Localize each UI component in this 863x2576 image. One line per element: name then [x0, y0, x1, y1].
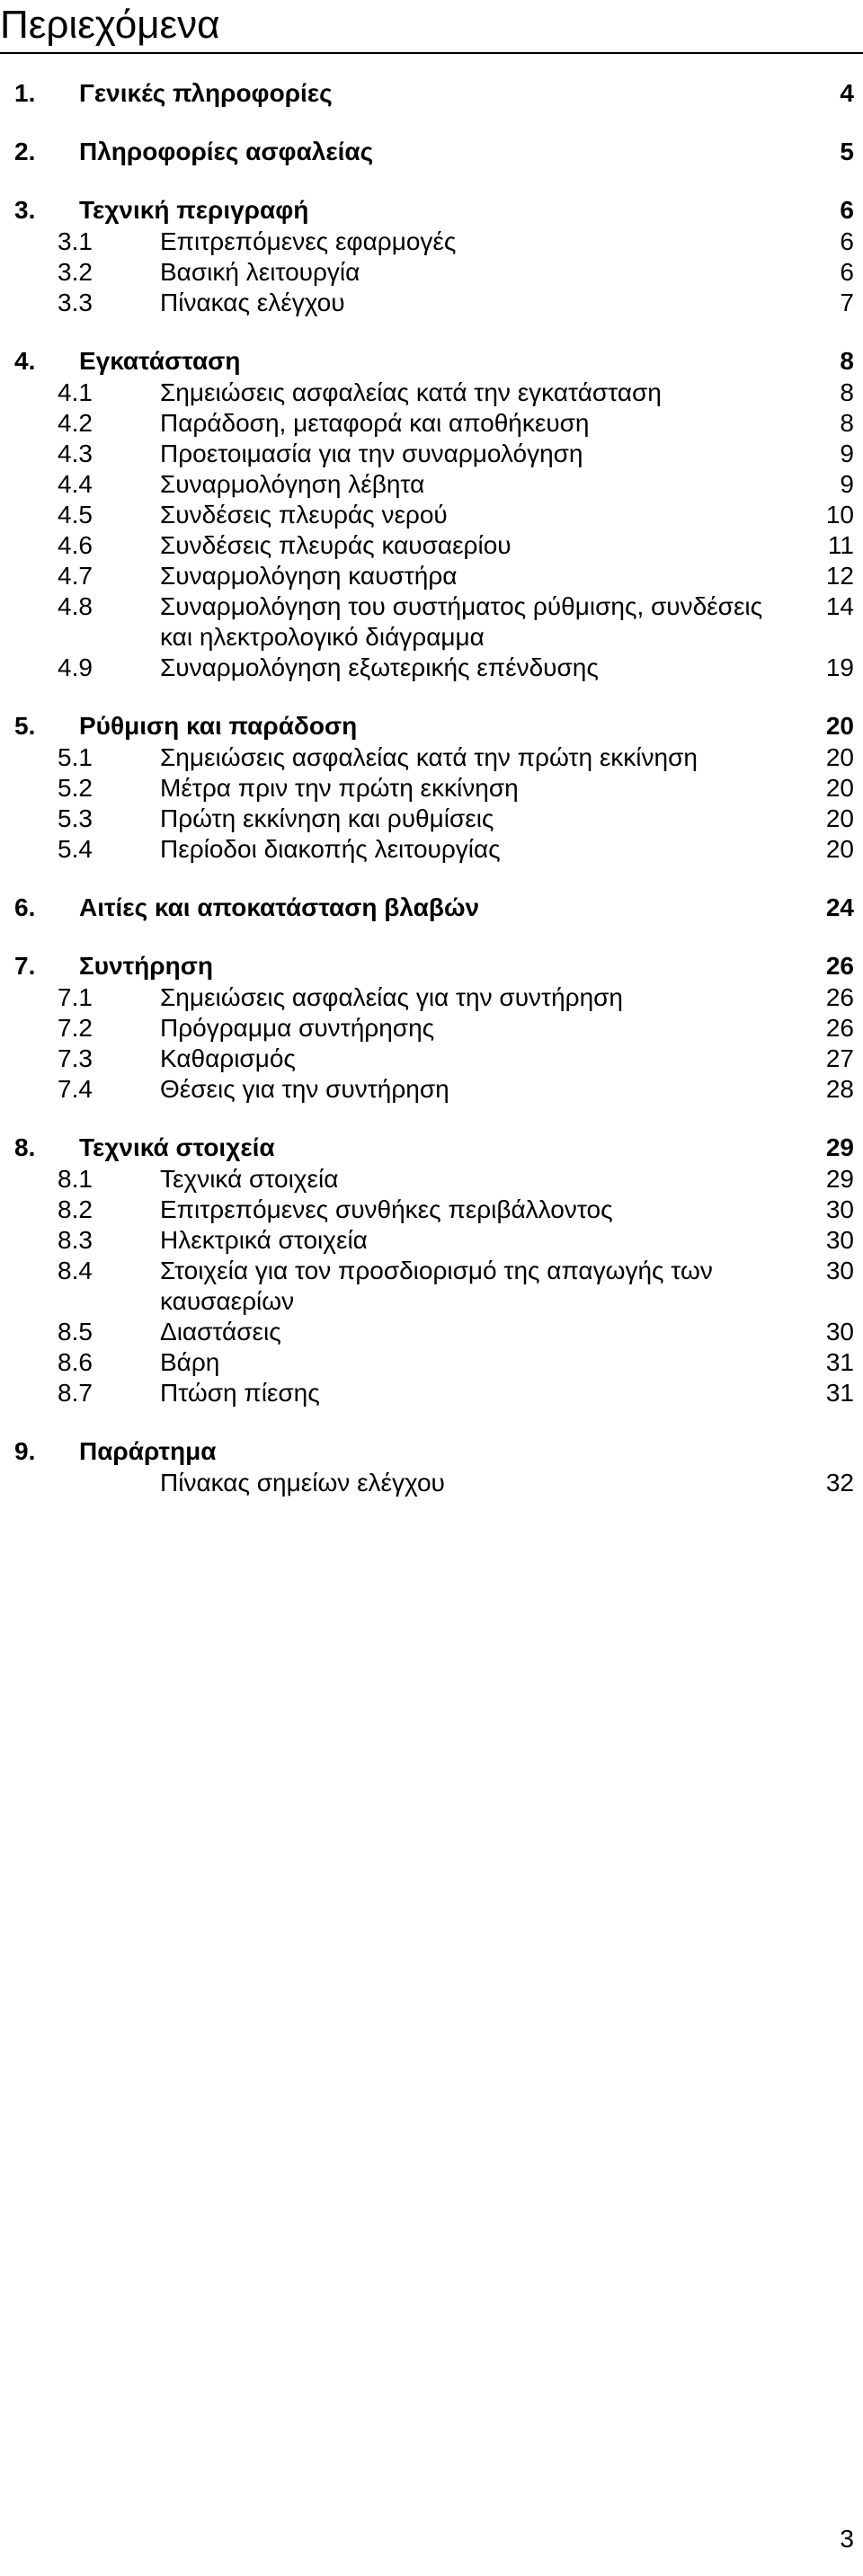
- subentry-page: 26: [825, 983, 854, 1011]
- subentry-title: Ηλεκτρικά στοιχεία: [160, 1226, 368, 1254]
- subentry-number: 3.1: [58, 227, 93, 255]
- subentry-page: 30: [825, 1195, 854, 1223]
- subentry-number: 8.6: [58, 1348, 93, 1376]
- entry-page: 24: [825, 893, 854, 921]
- entry-page: 29: [825, 1133, 854, 1161]
- subentry-number: 4.1: [58, 378, 93, 406]
- toc-subentry[interactable]: [0, 530, 863, 561]
- subentry-title: Παράδοση, μεταφορά και αποθήκευση: [160, 409, 590, 437]
- toc-subentry[interactable]: [0, 1013, 863, 1044]
- toc-subentry[interactable]: [0, 1468, 863, 1498]
- subentry-title: Βασική λειτουργία: [160, 258, 360, 286]
- subentry-page: 7: [840, 289, 854, 316]
- subentry-number: 4.2: [58, 409, 93, 437]
- entry-page: 5: [840, 138, 854, 165]
- subentry-title: Συναρμολόγηση καυστήρα: [160, 562, 458, 590]
- entry-title: Τεχνικά στοιχεία: [79, 1133, 275, 1161]
- subentry-page: 27: [825, 1044, 854, 1072]
- subentry-number: 7.1: [58, 983, 93, 1011]
- subentry-page: 9: [840, 440, 854, 467]
- entry-title: Παράρτημα: [79, 1437, 217, 1465]
- subentry-title: Πρόγραμμα συντήρησης: [160, 1014, 435, 1042]
- entry-page: 6: [840, 196, 854, 224]
- subentry-title: Συναρμολόγηση εξωτερικής επένδυσης: [160, 653, 599, 681]
- subentry-page: 12: [825, 562, 854, 590]
- entry-title: Ρύθμιση και παράδοση: [79, 712, 358, 740]
- subentry-number: 8.1: [58, 1165, 93, 1193]
- toc-subentry[interactable]: [0, 834, 863, 865]
- toc-section: [0, 893, 863, 923]
- subentry-number: 4.4: [58, 470, 93, 498]
- subentry-page: 31: [825, 1379, 854, 1407]
- toc-subentry[interactable]: [0, 653, 863, 683]
- subentry-number: 7.2: [58, 1014, 93, 1042]
- subentry-number: 3.2: [58, 258, 93, 286]
- subentry-title: Θέσεις για την συντήρηση: [160, 1075, 449, 1103]
- toc-entry[interactable]: [0, 346, 863, 377]
- toc-subentry[interactable]: [0, 227, 863, 257]
- subentry-page: 30: [825, 1257, 854, 1284]
- toc-subentry[interactable]: [0, 1347, 863, 1378]
- subentry-title: Συναρμολόγηση λέβητα: [160, 470, 425, 498]
- toc-subentry[interactable]: [0, 561, 863, 591]
- toc-section: [0, 78, 863, 109]
- toc-section: [0, 137, 863, 167]
- toc-subentry[interactable]: [0, 1044, 863, 1074]
- entry-number: 2.: [14, 138, 36, 165]
- subentry-title: Πίνακας σημείων ελέγχου: [160, 1469, 445, 1497]
- subentry-page: 19: [825, 653, 854, 681]
- subentry-title: Περίοδοι διακοπής λειτουργίας: [160, 835, 501, 863]
- subentry-title: Βάρη: [160, 1348, 220, 1376]
- subentry-number: 4.9: [58, 653, 93, 681]
- toc-subentry[interactable]: [0, 1225, 863, 1256]
- subentry-page: 6: [840, 258, 854, 286]
- subentry-title: Πρώτη εκκίνηση και ρυθμίσεις: [160, 804, 494, 832]
- toc-subentry[interactable]: [0, 469, 863, 500]
- subentry-number: 4.6: [58, 531, 93, 559]
- subentry-number: 8.5: [58, 1318, 93, 1346]
- entry-title: Εγκατάσταση: [79, 347, 241, 375]
- toc-subentry[interactable]: [0, 378, 863, 408]
- entry-page: 8: [840, 347, 854, 375]
- subentry-title: Στοιχεία για τον προσδιορισμό της απαγωγής των καυσαερίων: [160, 1257, 713, 1315]
- toc-section: [0, 951, 863, 1105]
- subentry-page: 20: [825, 743, 854, 771]
- toc-section: [0, 711, 863, 865]
- subentry-page: 14: [825, 592, 854, 620]
- subentry-page: 11: [827, 531, 854, 559]
- toc-subentry[interactable]: [0, 1195, 863, 1225]
- toc-subentry[interactable]: [0, 591, 863, 653]
- entry-number: 4.: [14, 347, 36, 375]
- toc-section: [0, 195, 863, 318]
- toc-subentry[interactable]: [0, 982, 863, 1013]
- subentry-page: 20: [825, 835, 854, 863]
- entry-title: Πληροφορίες ασφαλείας: [79, 138, 374, 165]
- toc-section: [0, 1133, 863, 1408]
- subentry-page: 10: [825, 501, 854, 529]
- entry-title: Γενικές πληροφορίες: [79, 79, 333, 107]
- subentry-number: 5.1: [58, 743, 93, 771]
- footer-page-number: 3: [840, 2525, 854, 2553]
- entry-title: Συντήρηση: [79, 952, 213, 980]
- subentry-title: Σημειώσεις ασφαλείας κατά την πρώτη εκκίνηση: [160, 743, 698, 771]
- subentry-page: 6: [840, 227, 854, 255]
- toc-entry[interactable]: [0, 1133, 863, 1163]
- subentry-page: 20: [825, 774, 854, 802]
- subentry-title: Τεχνικά στοιχεία: [160, 1165, 339, 1193]
- entry-number: 8.: [14, 1133, 36, 1161]
- subentry-title: Πίνακας ελέγχου: [160, 289, 345, 316]
- toc-subentry[interactable]: [0, 257, 863, 288]
- toc-subentry[interactable]: [0, 500, 863, 530]
- subentry-title: Επιτρεπόμενες εφαρμογές: [160, 227, 457, 255]
- toc-section: [0, 1436, 863, 1498]
- toc-subentry[interactable]: [0, 439, 863, 469]
- page-title: Περιεχόμενα: [0, 3, 220, 47]
- subentry-title: Μέτρα πριν την πρώτη εκκίνηση: [160, 774, 519, 802]
- subentry-title: Συνδέσεις πλευράς καυσαερίου: [160, 531, 512, 559]
- entry-page: 4: [840, 79, 854, 107]
- subentry-page: 9: [840, 470, 854, 498]
- subentry-title: Πτώση πίεσης: [160, 1379, 320, 1407]
- entry-number: 6.: [14, 893, 36, 921]
- subentry-number: 4.5: [58, 501, 93, 529]
- toc-subentry[interactable]: [0, 1317, 863, 1347]
- subentry-number: 5.4: [58, 835, 93, 863]
- entry-page: 20: [825, 712, 854, 740]
- toc-entry[interactable]: [0, 78, 863, 109]
- toc-subentry[interactable]: [0, 1256, 863, 1317]
- entry-number: 7.: [14, 952, 36, 980]
- subentry-page: 31: [825, 1348, 854, 1376]
- entry-number: 9.: [14, 1437, 36, 1465]
- subentry-page: 32: [825, 1469, 854, 1497]
- subentry-title: Σημειώσεις ασφαλείας για την συντήρηση: [160, 983, 623, 1011]
- toc-subentry[interactable]: [0, 1074, 863, 1105]
- toc-subentry[interactable]: [0, 408, 863, 439]
- toc-entry[interactable]: [0, 1436, 863, 1467]
- subentry-title: Διαστάσεις: [160, 1318, 281, 1346]
- toc-entry[interactable]: [0, 195, 863, 226]
- subentry-page: 20: [825, 804, 854, 832]
- subentry-number: 7.4: [58, 1075, 93, 1103]
- subentry-page: 8: [840, 409, 854, 437]
- subentry-number: 8.4: [58, 1257, 93, 1284]
- subentry-number: 8.2: [58, 1195, 93, 1223]
- subentry-title: Καθαρισμός: [160, 1044, 296, 1072]
- toc-entry[interactable]: [0, 893, 863, 923]
- subentry-page: 30: [825, 1226, 854, 1254]
- table-of-contents: [0, 78, 863, 1526]
- toc-entry[interactable]: [0, 951, 863, 982]
- title-divider: [0, 52, 863, 54]
- subentry-page: 26: [825, 1014, 854, 1042]
- subentry-page: 29: [825, 1165, 854, 1193]
- toc-subentry[interactable]: [0, 1164, 863, 1195]
- toc-subentry[interactable]: [0, 288, 863, 318]
- subentry-title: Επιτρεπόμενες συνθήκες περιβάλλοντος: [160, 1195, 613, 1223]
- entry-number: 1.: [14, 79, 36, 107]
- subentry-number: 8.7: [58, 1379, 93, 1407]
- toc-subentry[interactable]: [0, 804, 863, 834]
- subentry-title: Σημειώσεις ασφαλείας κατά την εγκατάσταση: [160, 378, 662, 406]
- toc-entry[interactable]: [0, 137, 863, 167]
- subentry-title: Προετοιμασία για την συναρμολόγηση: [160, 440, 583, 467]
- toc-entry[interactable]: [0, 711, 863, 742]
- subentry-number: 5.3: [58, 804, 93, 832]
- entry-number: 3.: [14, 196, 36, 224]
- subentry-page: 30: [825, 1318, 854, 1346]
- entry-title: Τεχνική περιγραφή: [79, 196, 309, 224]
- entry-page: 26: [825, 952, 854, 980]
- subentry-page: 8: [840, 378, 854, 406]
- subentry-number: 7.3: [58, 1044, 93, 1072]
- subentry-number: 4.3: [58, 440, 93, 467]
- toc-subentry[interactable]: [0, 1378, 863, 1408]
- subentry-number: 4.7: [58, 562, 93, 590]
- subentry-number: 8.3: [58, 1226, 93, 1254]
- subentry-number: 3.3: [58, 289, 93, 316]
- subentry-page: 28: [825, 1075, 854, 1103]
- entry-number: 5.: [14, 712, 36, 740]
- entry-title: Αιτίες και αποκατάσταση βλαβών: [79, 893, 480, 921]
- toc-subentry[interactable]: [0, 773, 863, 804]
- subentry-number: 4.8: [58, 592, 93, 620]
- toc-subentry[interactable]: [0, 742, 863, 773]
- subentry-title: Συναρμολόγηση του συστήματος ρύθμισης, συνδέσεις και ηλεκτρολογικό διάγραμμα: [160, 592, 763, 651]
- toc-section: [0, 346, 863, 683]
- subentry-number: 5.2: [58, 774, 93, 802]
- subentry-title: Συνδέσεις πλευράς νερού: [160, 501, 448, 529]
